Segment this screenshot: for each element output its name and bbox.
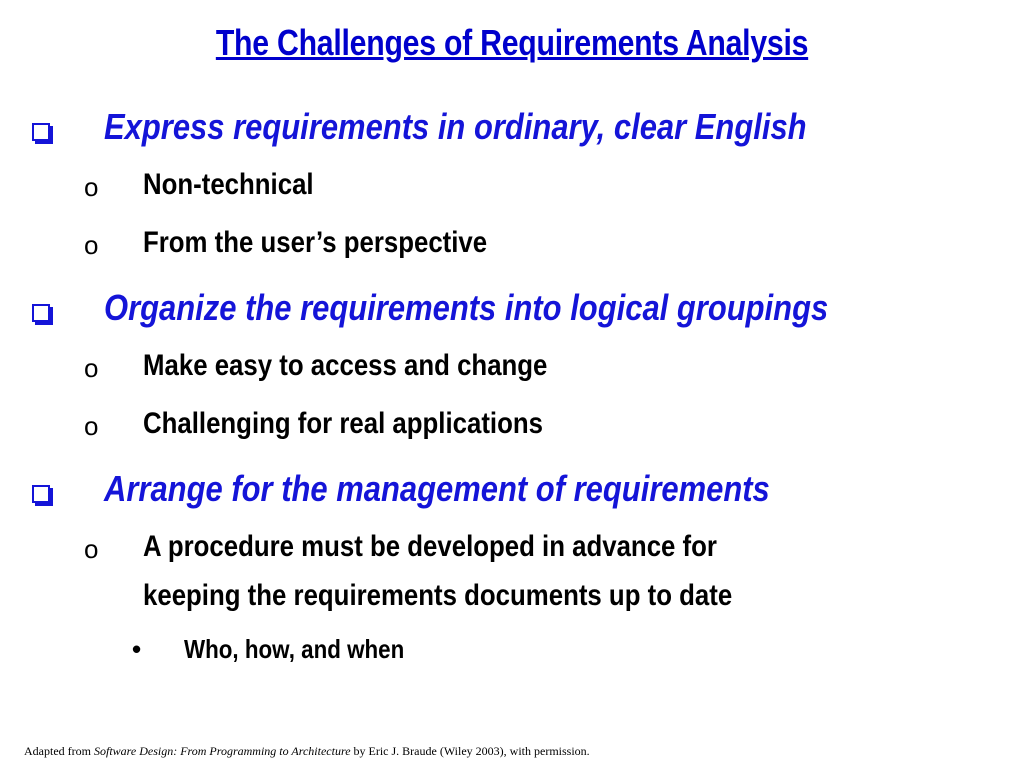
bullet-o-icon: o [84,353,99,383]
footer-prefix: Adapted from [24,744,94,758]
footer-book-title: Software Design: From Programming to Architecture [93,744,351,758]
bullet-dot-icon: • [132,634,142,664]
bullet-o-icon: o [84,534,99,564]
bullet-o-icon: o [84,411,99,441]
list-item: A procedure must be developed in advance for [143,530,717,563]
list-item: From the user’s perspective [143,226,488,259]
attribution-footer [24,744,590,759]
footer-suffix: by Eric J. Braude (Wiley 2003), with permission. [350,744,590,758]
list-item: Challenging for real applications [143,407,543,440]
bullet-o-icon: o [84,230,99,260]
square-bullet-icon [32,304,50,322]
sub-list-item: Who, how, and when [184,634,405,664]
square-bullet-icon [32,485,50,503]
list-item: Make easy to access and change [143,349,548,382]
section-heading: Arrange for the management of requirements [104,468,770,509]
list-item: Non-technical [143,168,314,201]
slide-title: The Challenges of Requirements Analysis [215,22,809,63]
list-item-continuation: keeping the requirements documents up to date [143,579,733,612]
section-heading: Express requirements in ordinary, clear English [104,106,807,147]
section-heading: Organize the requirements into logical groupings [104,287,829,328]
square-bullet-icon [32,123,50,141]
bullet-o-icon: o [84,172,99,202]
